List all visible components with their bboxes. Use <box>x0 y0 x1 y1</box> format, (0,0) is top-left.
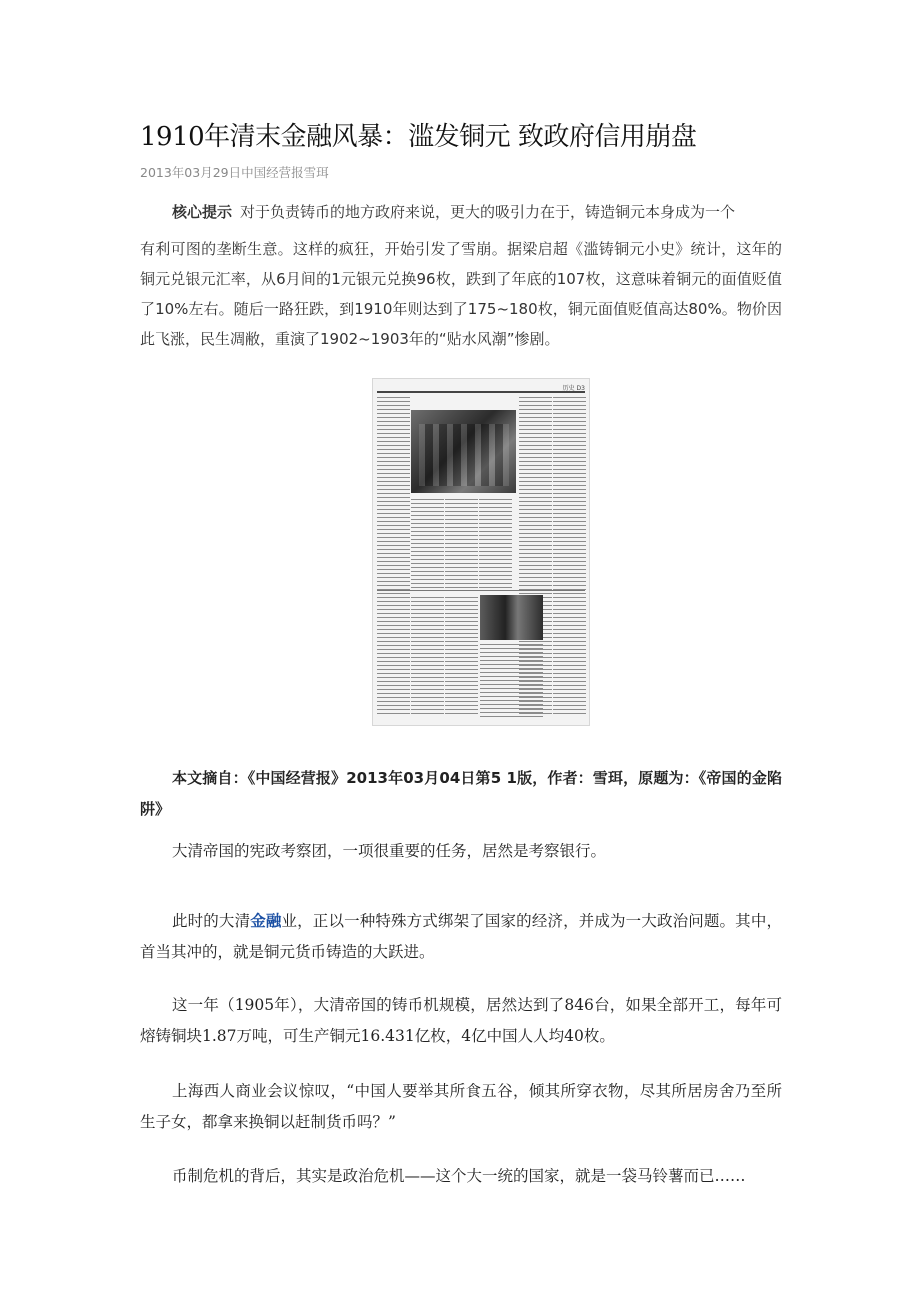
article-meta: 2013年03月29日中国经营报雪珥 <box>140 165 329 180</box>
summary-text-1: 对于负责铸币的地方政府来说，更大的吸引力在于，铸造铜元本身成为一个 <box>240 203 736 221</box>
newspaper-text-column <box>411 499 444 589</box>
newspaper-text-column <box>445 597 478 717</box>
newspaper-header: 历史 D3 <box>377 383 585 393</box>
paragraph-3: 这一年（1905年），大清帝国的铸币机规模，居然达到了846台，如果全部开工，每年可熔铸铜块1.87万吨，可生产铜元16.431亿枚，4亿中国人人均40枚。 <box>140 996 782 1045</box>
newspaper-text-column <box>479 499 512 589</box>
article-title: 1910年清末金融风暴：滥发铜元 致政府信用崩盘 <box>140 122 697 152</box>
source-byline: 本文摘自：《中国经营报》2013年03月04日第5 1版，作者：雪珥，原题为：《帝国的金陷阱》 <box>140 769 782 818</box>
summary-text-2: 有利可图的垄断生意。这样的疯狂，开始引发了雪崩。据梁启超《滥铸铜元小史》统计，这年的铜元兑银元汇率，从6月间的1元银元兑换96枚，跌到了年底的107枚，这意味着铜元的面值贬值了10%左右。随后一路狂跌，到1910年则达到了175~180枚，铜元面值贬值高达80%。物价因此飞涨，民生凋敝，重演了1902~1903年的“贴水风潮”惨剧。 <box>140 240 782 348</box>
newspaper-scan-image <box>372 378 590 726</box>
newspaper-text-column <box>480 644 543 717</box>
paragraph-5: 币制危机的背后，其实是政治危机——这个大一统的国家，就是一袋马铃薯而已…… <box>172 1167 746 1185</box>
newspaper-photo-portraits <box>480 595 543 640</box>
paragraph-2 <box>140 905 782 968</box>
finance-link[interactable]: 金融 <box>250 911 282 930</box>
newspaper-photo-group <box>411 410 516 493</box>
paragraph-2-start: 此时的大清 <box>172 912 251 930</box>
summary-label: 核心提示 <box>172 203 233 221</box>
paragraph-4: 上海西人商业会议惊叹，“中国人要举其所食五谷，倾其所穿衣物，尽其所居房舍乃至所生子女，都拿来换铜以赶制货币吗？” <box>140 1082 782 1131</box>
newspaper-text-column <box>445 499 478 589</box>
article-summary <box>140 197 782 354</box>
newspaper-text-column <box>411 597 444 717</box>
newspaper-divider <box>377 590 585 591</box>
summary-first-line <box>140 197 782 227</box>
newspaper-text-column <box>553 397 586 717</box>
paragraph-1: 大清帝国的宪政考察团，一项很重要的任务，居然是考察银行。 <box>172 842 607 860</box>
newspaper-text-column <box>377 397 410 717</box>
paragraph-2-end: 业，正以一种特殊方式绑架了国家的经济，并成为一大政治问题。其中，首当其冲的，就是铜元货币铸造的大跃进。 <box>140 912 782 961</box>
